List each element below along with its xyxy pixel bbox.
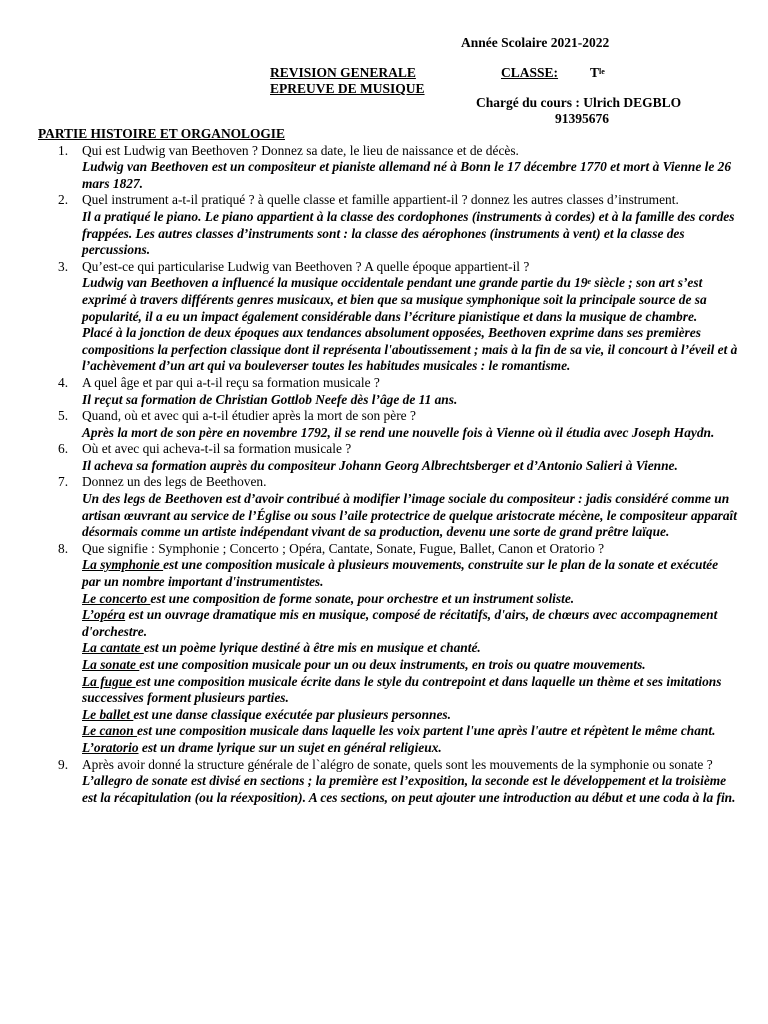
doc-title-line1: REVISION GENERALE xyxy=(270,65,416,80)
definition-term: Le ballet xyxy=(82,706,134,722)
answer-text: Un des legs de Beethoven est d’avoir contribué à modifier l’image sociale du compositeur : jadis considéré comme un artisan œuvrant au service de l’Église ou sous l’aile protectrice de quelque aristocrate mécène, le compositeur apparaît désormais comme un artiste indépendant vivant de sa production, devenu une sorte de grand prêtre laïque. xyxy=(82,491,737,540)
definition-term: L’oratorio xyxy=(82,739,139,755)
answer-text: L’allegro de sonate est divisé en sections ; la première est l’exposition, la seconde est le développement et la troisième est la récapitulation (ou la réexposition). A ces sections, on peut ajouter une introduction au début et une coda à la fin. xyxy=(82,773,736,805)
section-title: PARTIE HISTOIRE ET ORGANOLOGIE xyxy=(38,126,285,141)
class-value: T xyxy=(590,65,600,80)
question-text: Qu’est-ce qui particularise Ludwig van Beethoven ? A quelle époque appartient-il ? xyxy=(82,258,530,274)
doc-title-line2: EPREUVE DE MUSIQUE xyxy=(270,81,425,96)
question-text: Que signifie : Symphonie ; Concerto ; Opéra, Cantate, Sonate, Fugue, Ballet, Canon et Oratorio ? xyxy=(82,540,605,556)
question-number: 6. xyxy=(58,441,69,457)
phone: 91395676 xyxy=(555,111,609,126)
question-text: Où et avec qui acheva-t-il sa formation musicale ? xyxy=(82,441,352,457)
question-number: 2. xyxy=(58,192,69,208)
definition-term: La cantate xyxy=(82,640,144,656)
definition-text: est un poème lyrique destiné à être mis en musique et chanté. xyxy=(143,640,481,656)
answer-text: Il reçut sa formation de Christian Gottlob Neefe dès l’âge de 11 ans. xyxy=(82,391,458,407)
question-item xyxy=(38,143,738,193)
definition-text: est un ouvrage dramatique mis en musique, composé de récitatifs, d'airs, de chœurs avec accompagnement d'orchestre. xyxy=(82,607,718,639)
answer-text: Après la mort de son père en novembre 1792, il se rend une nouvelle fois à Vienne où il étudia avec Joseph Haydn. xyxy=(82,424,715,440)
definition-term: La fugue xyxy=(82,673,136,689)
question-number: 1. xyxy=(58,142,69,158)
answer-part: siècle ; son art s’est exprimé à travers différents genres musicaux, et bien que sa musique symphonique soit la principale source de sa popularité, il a eu un impact également considérable dans l’écriture pianistique et dans la musique de chambre. xyxy=(82,275,707,324)
answer-part: Ludwig van Beethoven a influencé la musique occidentale pendant une grande partie du 19 xyxy=(82,275,588,291)
definition-text: est une composition musicale écrite dans le style du contrepoint et dans laquelle un thème et ses imitations successives forment plusieurs parties. xyxy=(82,673,722,706)
teacher: Chargé du cours : Ulrich DEGBLO xyxy=(476,95,682,110)
definition xyxy=(82,674,738,707)
definition-text: est un drame lyrique sur un sujet en général religieux. xyxy=(138,739,442,755)
question-list xyxy=(38,143,738,807)
definition-text: est une composition de forme sonate, pour orchestre et un instrument soliste. xyxy=(150,590,575,606)
question-text: Qui est Ludwig van Beethoven ? Donnez sa date, le lieu de naissance et de décès. xyxy=(82,142,519,158)
question-number: 4. xyxy=(58,374,69,390)
century-sup: e xyxy=(587,277,592,287)
answer-text: Il acheva sa formation auprès du compositeur Johann Georg Albrechtsberger et d’Antonio Salieri à Vienne. xyxy=(82,457,678,473)
definition xyxy=(82,607,738,640)
definition xyxy=(82,707,738,724)
class-label: CLASSE: xyxy=(501,65,559,80)
definition xyxy=(82,723,738,740)
question-text: A quel âge et par qui a-t-il reçu sa formation musicale ? xyxy=(82,374,380,390)
question-number: 7. xyxy=(58,474,69,490)
question-item xyxy=(38,259,738,375)
definition-text: est une composition musicale dans laquelle les voix partent l'une après l'autre et répètent le même chant. xyxy=(137,723,716,739)
answer-text xyxy=(82,275,738,325)
question-item xyxy=(38,192,738,258)
class-sup: le xyxy=(599,67,605,76)
question-item xyxy=(38,541,738,757)
question-item xyxy=(38,408,738,441)
definition xyxy=(82,557,738,590)
definition-text: est une composition musicale pour un ou deux instruments, en trois ou quatre mouvements. xyxy=(139,657,646,672)
question-item xyxy=(38,757,738,807)
question-number: 8. xyxy=(58,540,69,556)
question-item xyxy=(38,474,738,540)
question-item xyxy=(38,375,738,408)
definition-term: La symphonie xyxy=(82,557,164,573)
question-text: Après avoir donné la structure générale de l`alégro de sonate, quels sont les mouvements de la symphonie ou sonate ? xyxy=(82,756,713,772)
question-number: 3. xyxy=(58,258,69,274)
definition-text: est une danse classique exécutée par plusieurs personnes. xyxy=(133,706,451,722)
question-number: 9. xyxy=(58,756,69,772)
definition-text: est une composition musicale à plusieurs mouvements, construite sur le plan de la sonate et exécutée par un nombre important d'instrumentistes. xyxy=(82,557,719,590)
definition-term: La sonate xyxy=(82,657,140,672)
answer-text: Il a pratiqué le piano. Le piano appartient à la classe des cordophones (instruments à cordes) et à la famille des cordes frappées. Les autres classes d’instruments sont : la classe des aérophones (instruments à vent) et la classe des percussions. xyxy=(82,208,735,258)
document-body xyxy=(38,126,738,806)
question-number: 5. xyxy=(58,408,69,424)
definition xyxy=(82,591,738,608)
class-field xyxy=(501,65,605,81)
definition-term: Le concerto xyxy=(82,590,151,606)
school-year: Année Scolaire 2021-2022 xyxy=(461,35,610,50)
question-text: Quand, où et avec qui a-t-il étudier après la mort de son père ? xyxy=(82,408,416,424)
definition-term: Le canon xyxy=(82,723,138,739)
definition xyxy=(82,657,738,674)
answer-text-2: Placé à la jonction de deux époques aux tendances absolument opposées, Beethoven exprime dans ses premières compositions la perfection classique dont il représenta l'aboutissement ; mais à la fin de sa vie, il concourt à l’éveil et à l’achèvement d’un art qui va bouleverser toutes les habitudes musicales : le romantisme. xyxy=(82,325,738,374)
definition xyxy=(82,740,738,757)
definition xyxy=(82,640,738,657)
definition-term: L’opéra xyxy=(82,607,126,623)
question-text: Quel instrument a-t-il pratiqué ? à quelle classe et famille appartient-il ? donnez les autres classes d’instrument. xyxy=(82,192,679,208)
question-item xyxy=(38,441,738,474)
answer-text: Ludwig van Beethoven est un compositeur et pianiste allemand né à Bonn le 17 décembre 1770 et mort à Vienne le 26 mars 1827. xyxy=(82,159,732,191)
question-text: Donnez un des legs de Beethoven. xyxy=(82,474,267,490)
